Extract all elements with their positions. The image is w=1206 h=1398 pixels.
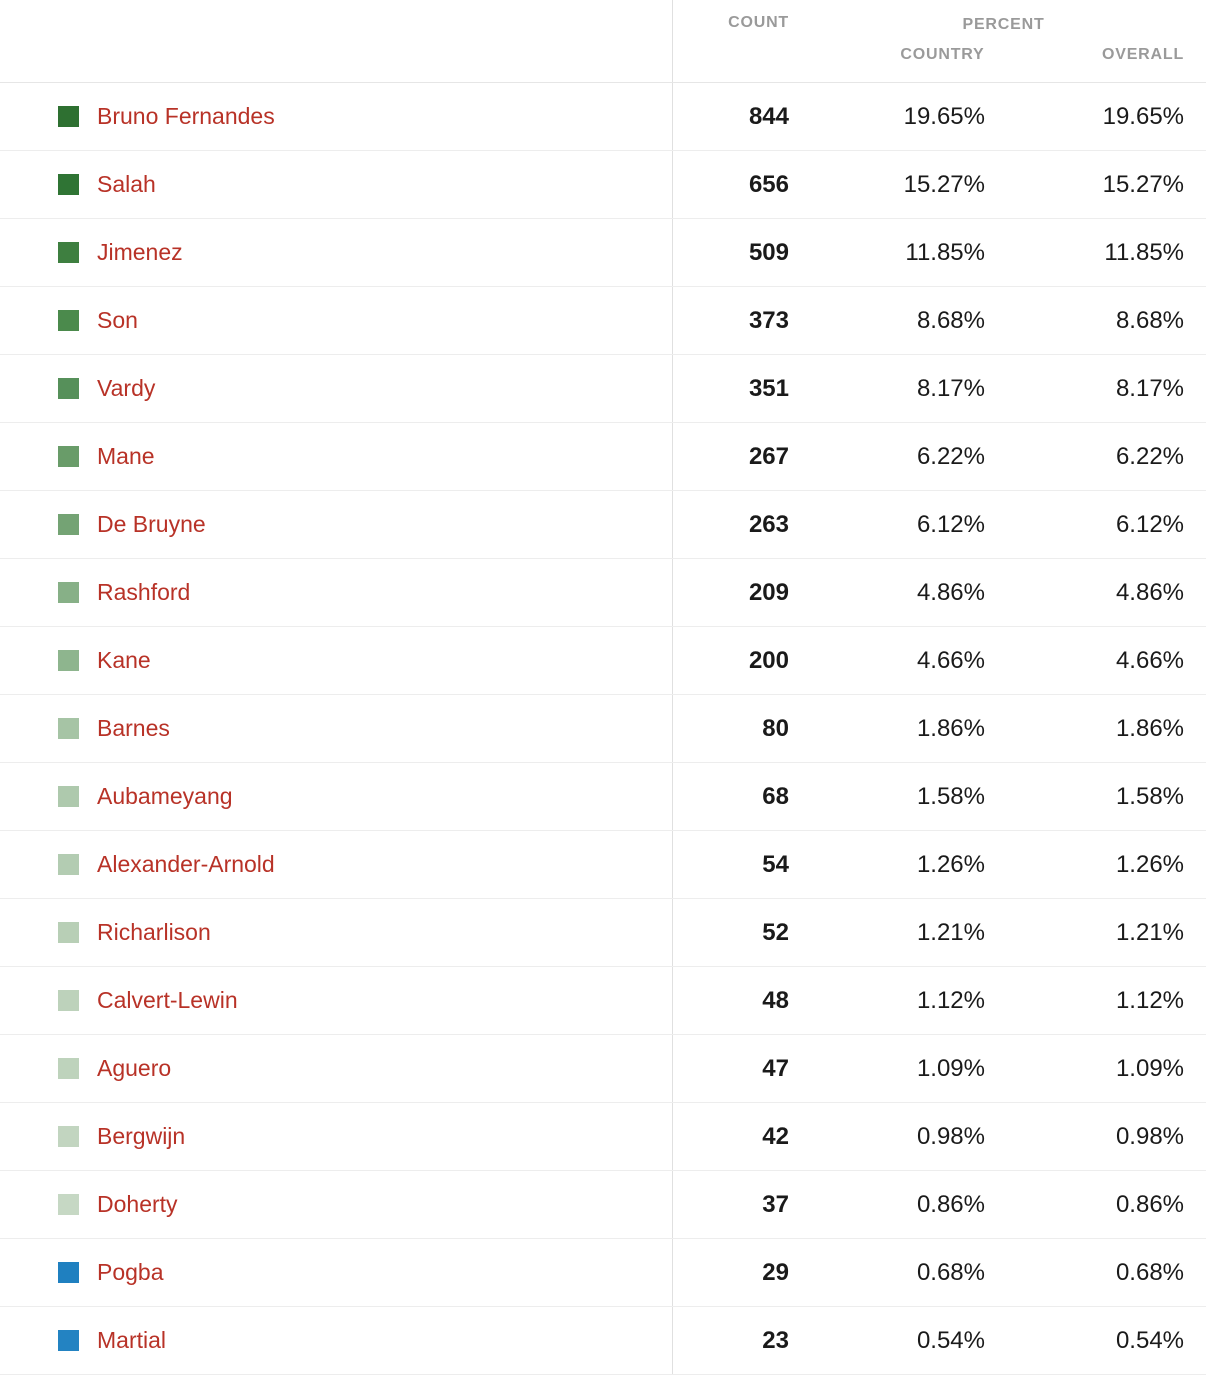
cell-name[interactable] bbox=[0, 831, 672, 899]
cell-percent-country: 0.98% bbox=[807, 1103, 1007, 1171]
cell-name[interactable] bbox=[0, 695, 672, 763]
player-name-link[interactable]: Calvert-Lewin bbox=[97, 987, 238, 1013]
cell-percent-overall: 0.98% bbox=[1007, 1103, 1206, 1171]
column-header-percent-label: PERCENT bbox=[962, 16, 1045, 33]
table-row[interactable] bbox=[0, 1171, 1206, 1239]
cell-percent-country: 6.12% bbox=[807, 491, 1007, 559]
color-swatch-icon bbox=[58, 174, 79, 195]
table-row[interactable] bbox=[0, 219, 1206, 287]
color-swatch-icon bbox=[58, 854, 79, 875]
cell-percent-overall: 0.54% bbox=[1007, 1307, 1206, 1375]
cell-percent-overall: 6.12% bbox=[1007, 491, 1206, 559]
color-swatch-icon bbox=[58, 242, 79, 263]
player-name-link[interactable]: Doherty bbox=[97, 1191, 178, 1217]
cell-count: 68 bbox=[672, 763, 807, 831]
player-name-link[interactable]: Aguero bbox=[97, 1055, 172, 1081]
player-name-link[interactable]: Aubameyang bbox=[97, 783, 233, 809]
cell-percent-overall: 1.58% bbox=[1007, 763, 1206, 831]
table-row[interactable] bbox=[0, 83, 1206, 151]
cell-percent-country: 15.27% bbox=[807, 151, 1007, 219]
color-swatch-icon bbox=[58, 446, 79, 467]
player-name-link[interactable]: Rashford bbox=[97, 579, 191, 605]
cell-count: 54 bbox=[672, 831, 807, 899]
table-body bbox=[0, 83, 1206, 1375]
cell-percent-country: 1.26% bbox=[807, 831, 1007, 899]
cell-percent-overall: 4.66% bbox=[1007, 627, 1206, 695]
color-swatch-icon bbox=[58, 1330, 79, 1351]
cell-percent-overall: 15.27% bbox=[1007, 151, 1206, 219]
cell-count: 23 bbox=[672, 1307, 807, 1375]
cell-percent-overall: 0.86% bbox=[1007, 1171, 1206, 1239]
color-swatch-icon bbox=[58, 718, 79, 739]
player-name-link[interactable]: Bergwijn bbox=[97, 1123, 186, 1149]
cell-percent-country: 1.09% bbox=[807, 1035, 1007, 1103]
cell-percent-country: 1.21% bbox=[807, 899, 1007, 967]
player-name-link[interactable]: Barnes bbox=[97, 715, 170, 741]
column-header-count[interactable] bbox=[672, 0, 807, 83]
cell-percent-country: 6.22% bbox=[807, 423, 1007, 491]
color-swatch-icon bbox=[58, 1194, 79, 1215]
table-row[interactable] bbox=[0, 1103, 1206, 1171]
cell-name[interactable] bbox=[0, 1103, 672, 1171]
table-row[interactable] bbox=[0, 1307, 1206, 1375]
cell-count: 844 bbox=[672, 83, 807, 151]
cell-name[interactable] bbox=[0, 559, 672, 627]
cell-name[interactable] bbox=[0, 1239, 672, 1307]
cell-count: 29 bbox=[672, 1239, 807, 1307]
cell-name[interactable] bbox=[0, 151, 672, 219]
cell-name[interactable] bbox=[0, 219, 672, 287]
table-row[interactable] bbox=[0, 967, 1206, 1035]
cell-percent-overall: 1.09% bbox=[1007, 1035, 1206, 1103]
cell-count: 509 bbox=[672, 219, 807, 287]
player-name-link[interactable]: Martial bbox=[97, 1327, 167, 1353]
column-header-count-label: COUNT bbox=[728, 14, 789, 31]
table-row[interactable] bbox=[0, 763, 1206, 831]
cell-percent-overall: 1.86% bbox=[1007, 695, 1206, 763]
cell-name[interactable] bbox=[0, 627, 672, 695]
column-header-name[interactable] bbox=[0, 0, 672, 83]
cell-name[interactable] bbox=[0, 491, 672, 559]
cell-percent-country: 1.12% bbox=[807, 967, 1007, 1035]
color-swatch-icon bbox=[58, 1262, 79, 1283]
color-swatch-icon bbox=[58, 990, 79, 1011]
cell-count: 200 bbox=[672, 627, 807, 695]
cell-name[interactable] bbox=[0, 1035, 672, 1103]
cell-percent-overall: 1.12% bbox=[1007, 967, 1206, 1035]
cell-percent-overall: 1.26% bbox=[1007, 831, 1206, 899]
cell-percent-overall: 8.17% bbox=[1007, 355, 1206, 423]
color-swatch-icon bbox=[58, 1126, 79, 1147]
cell-count: 656 bbox=[672, 151, 807, 219]
column-header-percent-group[interactable] bbox=[807, 0, 1206, 83]
player-name-link[interactable]: Alexander-Arnold bbox=[97, 851, 275, 877]
table-row[interactable] bbox=[0, 1035, 1206, 1103]
table-row[interactable] bbox=[0, 627, 1206, 695]
table-row[interactable] bbox=[0, 287, 1206, 355]
table-header bbox=[0, 0, 1206, 83]
player-name-link[interactable]: Salah bbox=[97, 171, 156, 197]
cell-percent-country: 11.85% bbox=[807, 219, 1007, 287]
cell-percent-overall: 1.21% bbox=[1007, 899, 1206, 967]
table-row[interactable] bbox=[0, 151, 1206, 219]
table-row[interactable] bbox=[0, 355, 1206, 423]
player-name-link[interactable]: Pogba bbox=[97, 1259, 164, 1285]
table-row[interactable] bbox=[0, 899, 1206, 967]
color-swatch-icon bbox=[58, 1058, 79, 1079]
cell-percent-overall: 4.86% bbox=[1007, 559, 1206, 627]
cell-count: 52 bbox=[672, 899, 807, 967]
player-name-link[interactable]: Son bbox=[97, 307, 138, 333]
cell-name[interactable] bbox=[0, 899, 672, 967]
cell-count: 37 bbox=[672, 1171, 807, 1239]
cell-count: 373 bbox=[672, 287, 807, 355]
player-name-link[interactable]: Kane bbox=[97, 647, 151, 673]
cell-percent-country: 19.65% bbox=[807, 83, 1007, 151]
cell-name[interactable] bbox=[0, 967, 672, 1035]
cell-name[interactable] bbox=[0, 1307, 672, 1375]
cell-name[interactable] bbox=[0, 763, 672, 831]
table-row[interactable] bbox=[0, 831, 1206, 899]
player-name-link[interactable]: Jimenez bbox=[97, 239, 183, 265]
cell-count: 263 bbox=[672, 491, 807, 559]
color-swatch-icon bbox=[58, 650, 79, 671]
cell-count: 209 bbox=[672, 559, 807, 627]
cell-percent-country: 8.17% bbox=[807, 355, 1007, 423]
cell-percent-country: 1.58% bbox=[807, 763, 1007, 831]
cell-percent-overall: 11.85% bbox=[1007, 219, 1206, 287]
table-row[interactable] bbox=[0, 695, 1206, 763]
color-swatch-icon bbox=[58, 922, 79, 943]
player-name-link[interactable]: Bruno Fernandes bbox=[97, 103, 275, 129]
color-swatch-icon bbox=[58, 378, 79, 399]
cell-percent-country: 4.66% bbox=[807, 627, 1007, 695]
color-swatch-icon bbox=[58, 514, 79, 535]
color-swatch-icon bbox=[58, 786, 79, 807]
player-name-link[interactable]: Vardy bbox=[97, 375, 156, 401]
cell-percent-overall: 0.68% bbox=[1007, 1239, 1206, 1307]
cell-percent-overall: 6.22% bbox=[1007, 423, 1206, 491]
cell-percent-country: 0.86% bbox=[807, 1171, 1007, 1239]
cell-count: 267 bbox=[672, 423, 807, 491]
player-name-link[interactable]: Richarlison bbox=[97, 919, 211, 945]
column-header-percent-overall[interactable]: OVERALL bbox=[1101, 46, 1185, 63]
player-name-link[interactable]: Mane bbox=[97, 443, 155, 469]
cell-count: 47 bbox=[672, 1035, 807, 1103]
cell-percent-country: 4.86% bbox=[807, 559, 1007, 627]
color-swatch-icon bbox=[58, 106, 79, 127]
color-swatch-icon bbox=[58, 582, 79, 603]
cell-name[interactable] bbox=[0, 287, 672, 355]
table-row[interactable] bbox=[0, 1239, 1206, 1307]
table-row[interactable] bbox=[0, 491, 1206, 559]
player-name-link[interactable]: De Bruyne bbox=[97, 511, 206, 537]
cell-name[interactable] bbox=[0, 1171, 672, 1239]
cell-percent-country: 8.68% bbox=[807, 287, 1007, 355]
cell-percent-country: 0.68% bbox=[807, 1239, 1007, 1307]
cell-count: 80 bbox=[672, 695, 807, 763]
cell-name[interactable] bbox=[0, 355, 672, 423]
table-row[interactable] bbox=[0, 559, 1206, 627]
column-header-percent-country[interactable]: COUNTRY bbox=[900, 46, 985, 63]
table-row[interactable] bbox=[0, 423, 1206, 491]
cell-name[interactable] bbox=[0, 83, 672, 151]
cell-percent-country: 1.86% bbox=[807, 695, 1007, 763]
cell-count: 351 bbox=[672, 355, 807, 423]
cell-count: 48 bbox=[672, 967, 807, 1035]
cell-name[interactable] bbox=[0, 423, 672, 491]
cell-percent-overall: 8.68% bbox=[1007, 287, 1206, 355]
color-swatch-icon bbox=[58, 310, 79, 331]
cell-count: 42 bbox=[672, 1103, 807, 1171]
cell-percent-overall: 19.65% bbox=[1007, 83, 1206, 151]
cell-percent-country: 0.54% bbox=[807, 1307, 1007, 1375]
